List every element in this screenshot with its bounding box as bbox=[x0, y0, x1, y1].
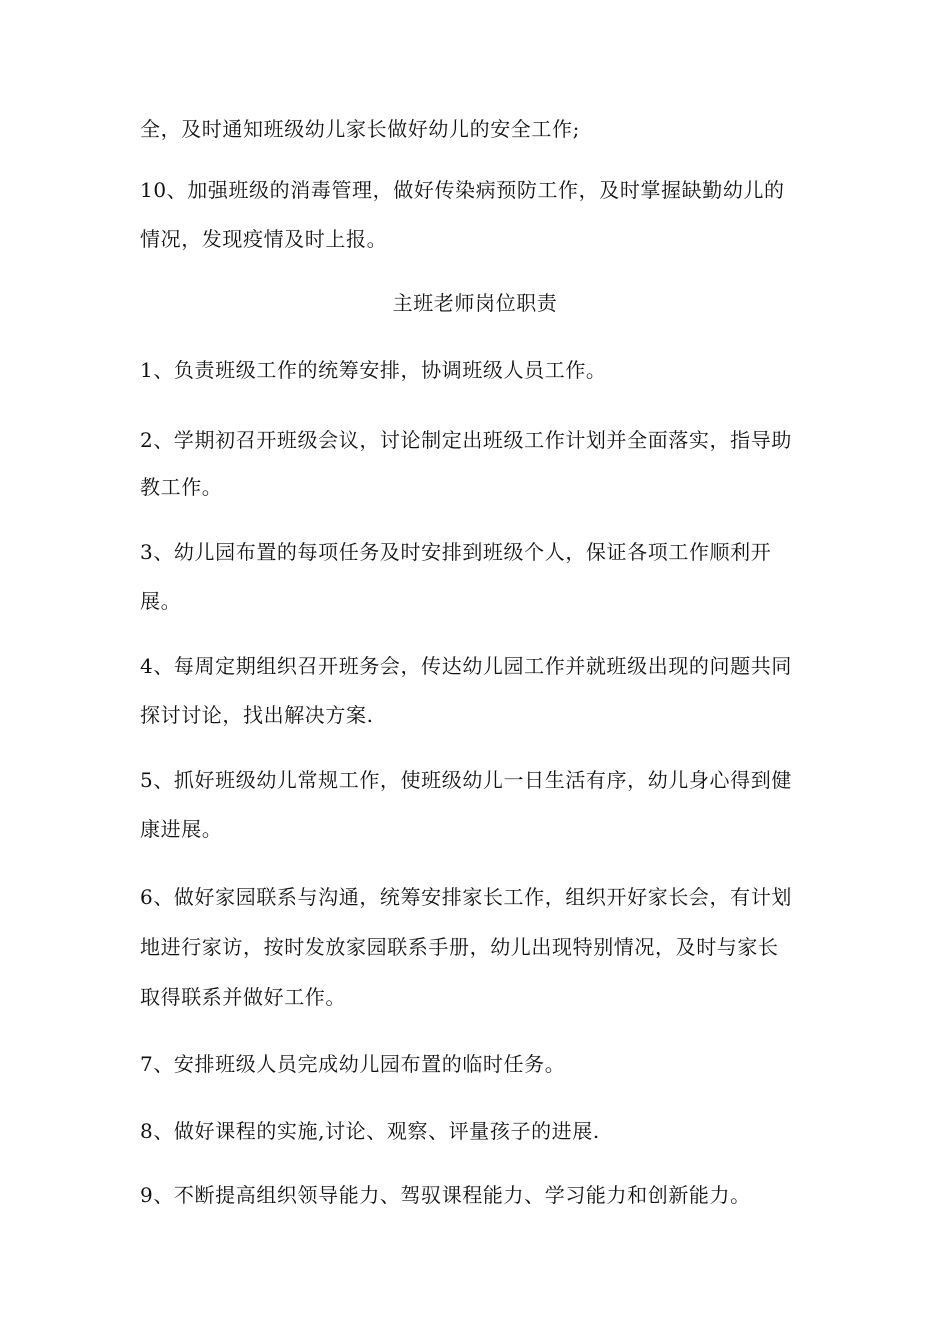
text-line-item-2: 2、学期初召开班级会议，讨论制定出班级工作计划并全面落实，指导助 bbox=[140, 428, 792, 452]
text-line-item-3-cont: 展。 bbox=[140, 589, 182, 613]
text-line-item-3: 3、幼儿园布置的每项任务及时安排到班级个人，保证各项工作顺利开 bbox=[140, 540, 772, 564]
text-line-item-2-cont: 教工作。 bbox=[140, 475, 223, 499]
text-line-item-4-cont: 探讨讨论，找出解决方案. bbox=[140, 703, 374, 727]
text-line-item-5-cont: 康进展。 bbox=[140, 817, 223, 841]
text-line-item-9: 9、不断提高组织领导能力、驾驭课程能力、学习能力和创新能力。 bbox=[140, 1183, 751, 1207]
text-line-item-5: 5、抓好班级幼儿常规工作，使班级幼儿一日生活有序，幼儿身心得到健 bbox=[140, 768, 792, 792]
text-line-item-10: 10、加强班级的消毒管理，做好传染病预防工作，及时掌握缺勤幼儿的 bbox=[140, 178, 785, 202]
text-line-item-4: 4、每周定期组织召开班务会，传达幼儿园工作并就班级出现的问题共同 bbox=[140, 654, 792, 678]
text-line-continuation: 全，及时通知班级幼儿家长做好幼儿的安全工作; bbox=[140, 117, 580, 141]
text-line-item-8: 8、做好课程的实施,讨论、观察、评量孩子的进展. bbox=[140, 1119, 600, 1143]
text-line-item-6: 6、做好家园联系与沟通，统筹安排家长工作，组织开好家长会，有计划 bbox=[140, 885, 792, 909]
text-line-item-1: 1、负责班级工作的统筹安排，协调班级人员工作。 bbox=[140, 358, 607, 382]
text-line-item-7: 7、安排班级人员完成幼儿园布置的临时任务。 bbox=[140, 1052, 566, 1076]
text-line-item-6-cont-1: 地进行家访，按时发放家园联系手册，幼儿出现特别情况，及时与家长 bbox=[140, 935, 779, 959]
text-line-item-6-cont-2: 取得联系并做好工作。 bbox=[140, 985, 346, 1009]
text-line-item-10-cont: 情况，发现疫情及时上报。 bbox=[140, 227, 388, 251]
section-title: 主班老师岗位职责 bbox=[392, 291, 558, 315]
